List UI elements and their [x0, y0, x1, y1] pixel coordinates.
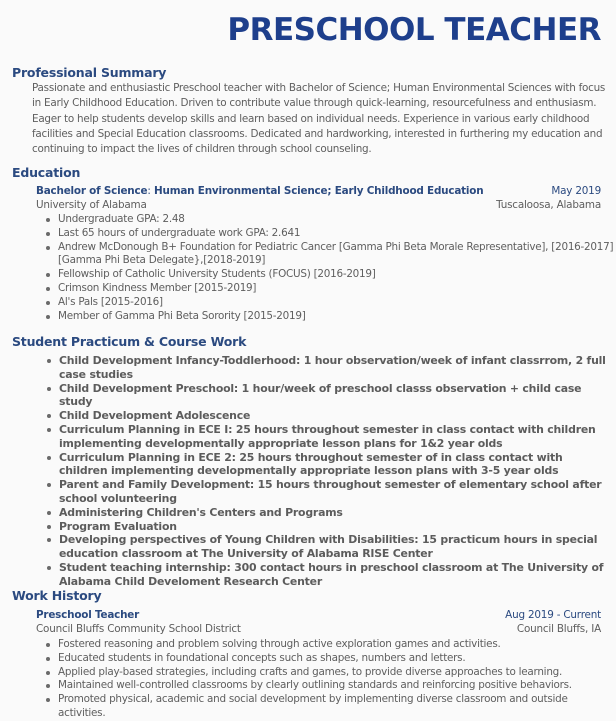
- list-item: Fellowship of Catholic University Students (FOCUS) [2016-2019]: [58, 268, 616, 282]
- job-employer: Council Bluffs Community School District: [36, 623, 241, 635]
- practicum-list: [59, 354, 611, 589]
- summary-text: Passionate and enthusiastic Preschool teacher with Bachelor of Science; Human Environmental Sciences with focus in Early Childhood Education. Driven to contribute value through quick-learning, resourcefulness and enthusiasm. Eager to help students develop skills and learn based on individual needs. Experience in various early childhood facilities and Special Education classrooms. Dedicated and hardworking, interested in furthering my education and continuing to impact the lives of children through school counseling.: [32, 82, 606, 156]
- list-item: Andrew McDonough B+ Foundation for Pediatric Cancer [Gamma Phi Beta Morale Representative], [2016-2017] [Gamma Phi Beta Delegate},[2018-2019]: [58, 241, 616, 269]
- list-item: Crimson Kindness Member [2015-2019]: [58, 282, 616, 296]
- list-item: Member of Gamma Phi Beta Sorority [2015-2019]: [58, 310, 616, 324]
- list-item: Applied play-based strategies, including crafts and games, to provide diverse approaches to learning.: [58, 666, 616, 680]
- job-employer-row: [36, 623, 601, 635]
- list-item: Promoted physical, academic and social development by implementing diverse classroom and outside activities.: [58, 693, 616, 721]
- list-item: Curriculum Planning in ECE I: 25 hours throughout semester in class contact with children implementing developmentally appropriate lesson plans for 1&2 year olds: [59, 423, 611, 451]
- list-item: Child Development Adolescence: [59, 409, 611, 423]
- list-item: Fostered reasoning and problem solving through active exploration games and activities.: [58, 638, 616, 652]
- list-item: Curriculum Planning in ECE 2: 25 hours throughout semester of in class contact with children implementing developmentally appropriate lesson plans with 3-5 year olds: [59, 451, 611, 479]
- degree-title: [36, 185, 483, 197]
- list-item: Parent and Family Development: 15 hours throughout semester of elementary school after school volunteering: [59, 478, 611, 506]
- section-heading-education: Education: [12, 165, 81, 180]
- list-item: Child Development Preschool: 1 hour/week of preschool classs observation + child case study: [59, 382, 611, 410]
- job-dates: Aug 2019 - Current: [505, 609, 601, 621]
- list-item: Developing perspectives of Young Children with Disabilities: 15 practicum hours in special education classroom at The University of Alabama RISE Center: [59, 533, 611, 561]
- list-item: Al's Pals [2015-2016]: [58, 296, 616, 310]
- education-date: May 2019: [551, 185, 601, 197]
- degree-separator: :: [147, 185, 151, 197]
- resume-title: PRESCHOOL TEACHER: [227, 12, 601, 48]
- list-item: Administering Children's Centers and Programs: [59, 506, 611, 520]
- degree-name: Bachelor of Science: [36, 185, 148, 197]
- section-heading-work-history: Work History: [12, 588, 102, 603]
- school-name: University of Alabama: [36, 199, 147, 211]
- list-item: Student teaching internship: 300 contact hours in preschool classroom at The University of Alabama Child Develoment Research Center: [59, 561, 611, 589]
- list-item: Maintained well-controlled classrooms by clearly outlining standards and reinforcing positive behaviors.: [58, 679, 616, 693]
- education-school-row: [36, 199, 601, 211]
- list-item: Educated students in foundational concepts such as shapes, numbers and letters.: [58, 652, 616, 666]
- list-item: Undergraduate GPA: 2.48: [58, 213, 616, 227]
- job-location: Council Bluffs, IA: [516, 623, 601, 635]
- list-item: Program Evaluation: [59, 520, 611, 534]
- list-item: Last 65 hours of undergraduate work GPA: 2.641: [58, 227, 616, 241]
- job-duties-list: [58, 638, 616, 721]
- education-details-list: [58, 213, 616, 323]
- section-heading-summary: Professional Summary: [12, 65, 167, 80]
- education-degree-row: [36, 185, 601, 197]
- job-title-row: [36, 609, 601, 621]
- degree-field: Human Environmental Science; Early Childhood Education: [154, 185, 484, 197]
- job-title: Preschool Teacher: [36, 609, 140, 621]
- list-item: Child Development Infancy-Toddlerhood: 1 hour observation/week of infant classrrom, 2 full case studies: [59, 354, 611, 382]
- school-location: Tuscaloosa, Alabama: [496, 199, 601, 211]
- section-heading-practicum: Student Practicum & Course Work: [12, 334, 247, 349]
